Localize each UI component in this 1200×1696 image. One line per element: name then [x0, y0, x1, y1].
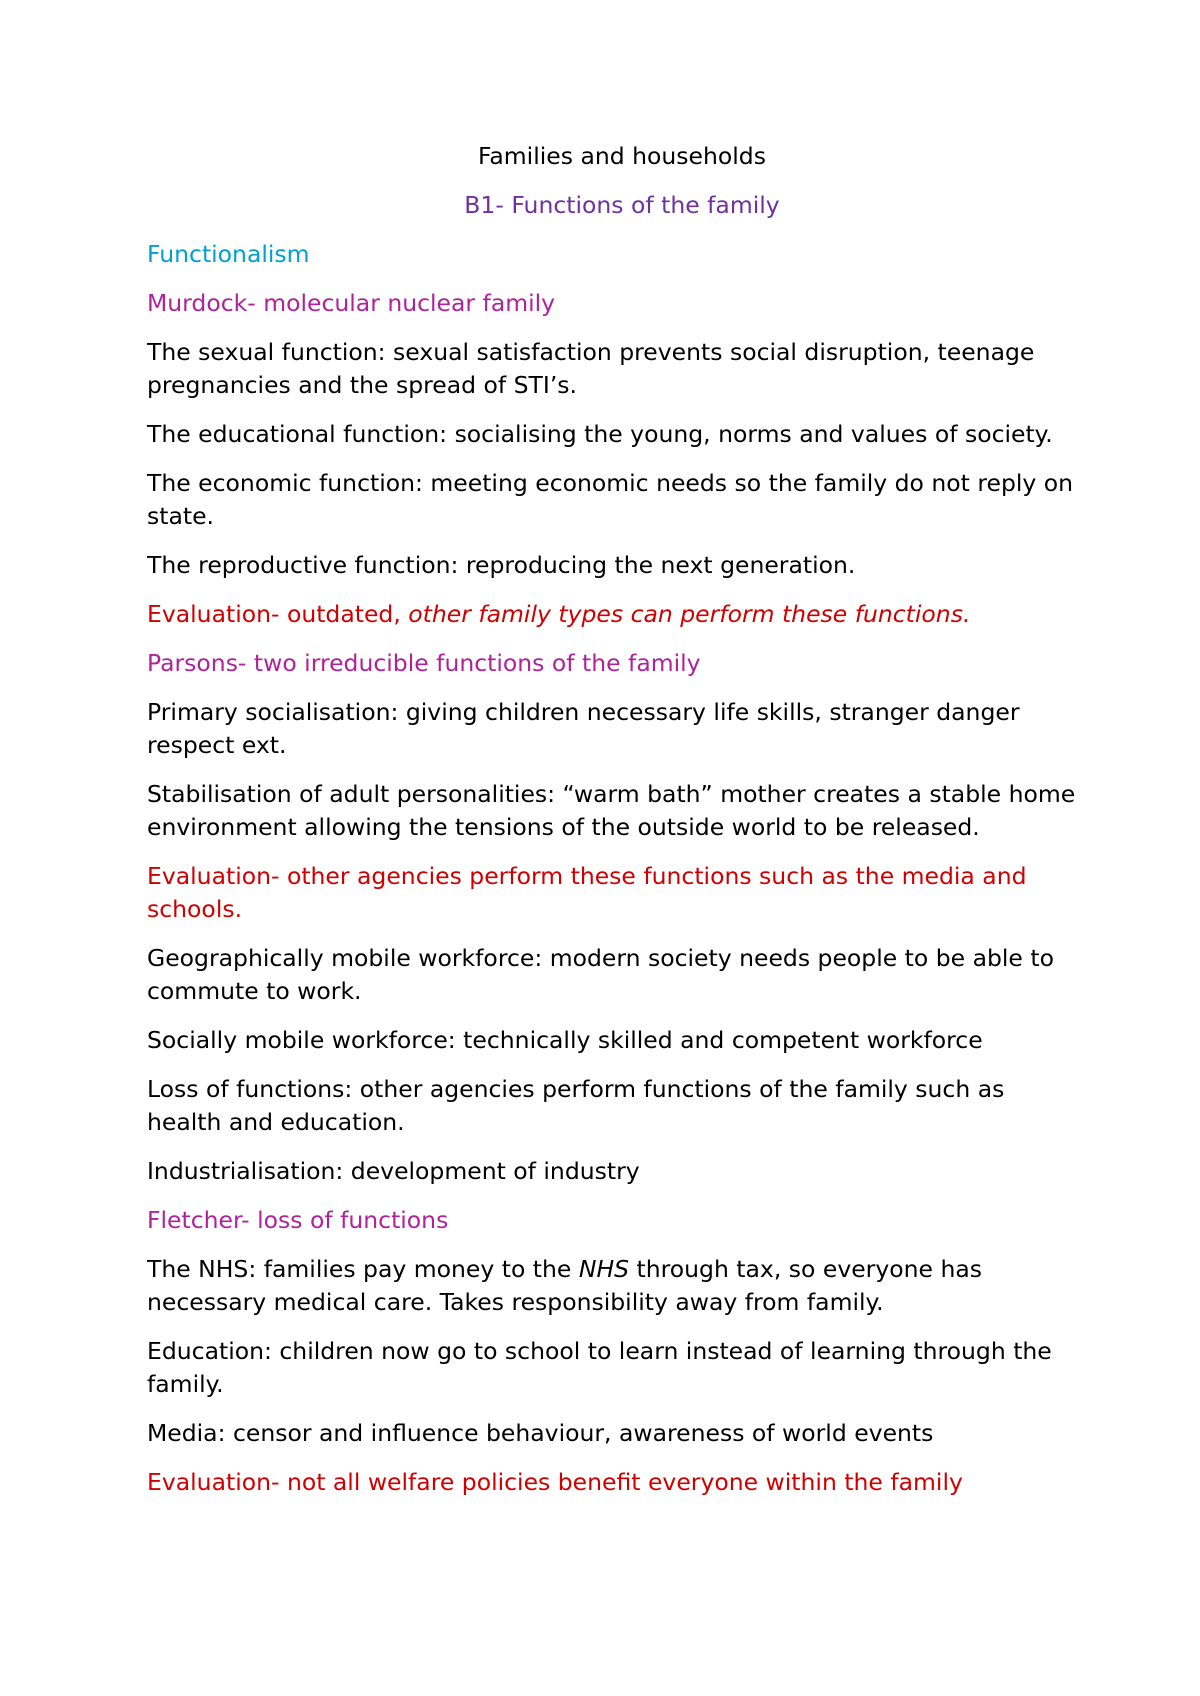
document-title: Families and households — [478, 142, 766, 170]
point-industrialisation: Industrialisation: development of industry — [147, 1157, 640, 1185]
point-loss-of-functions: Loss of functions: other agencies perform functions of the family such as health and education. — [147, 1075, 1005, 1136]
fletcher-heading: Fletcher- loss of functions — [147, 1206, 449, 1234]
murdock-point-sexual: The sexual function: sexual satisfaction prevents social disruption, teenage pregnancies and the spread of STI’s. — [147, 338, 1035, 399]
document-subtitle: B1- Functions of the family — [464, 191, 780, 219]
parsons-heading: Parsons- two irreducible functions of the family — [147, 649, 701, 677]
parsons-point-stabilisation: Stabilisation of adult personalities: “warm bath” mother creates a stable home environment allowing the tensions of the outside world to be released. — [147, 780, 1076, 841]
murdock-evaluation-italic: other family types can perform these functions. — [400, 600, 971, 628]
fletcher-evaluation: Evaluation- not all welfare policies benefit everyone within the family — [147, 1468, 963, 1496]
murdock-evaluation-lead: Evaluation- outdated, — [147, 600, 401, 628]
fletcher-point-media: Media: censor and influence behaviour, awareness of world events — [147, 1419, 934, 1447]
point-socially-mobile: Socially mobile workforce: technically skilled and competent workforce — [147, 1026, 983, 1054]
murdock-point-economic: The economic function: meeting economic needs so the family do not reply on state. — [147, 469, 1074, 530]
fletcher-point-nhs — [147, 1253, 1077, 1319]
murdock-heading: Murdock- molecular nuclear family — [147, 289, 556, 317]
document-page — [147, 140, 1077, 1515]
parsons-point-primary-socialisation: Primary socialisation: giving children necessary life skills, stranger danger respect ext. — [147, 698, 1020, 759]
section-heading-functionalism: Functionalism — [147, 240, 310, 268]
murdock-point-reproductive: The reproductive function: reproducing the next generation. — [147, 551, 856, 579]
point-geographically-mobile: Geographically mobile workforce: modern society needs people to be able to commute to work. — [147, 944, 1054, 1005]
nhs-text-italic: NHS — [578, 1255, 630, 1283]
murdock-point-educational: The educational function: socialising the young, norms and values of society. — [147, 420, 1053, 448]
parsons-evaluation: Evaluation- other agencies perform these functions such as the media and schools. — [147, 862, 1027, 923]
fletcher-point-education: Education: children now go to school to learn instead of learning through the family. — [147, 1337, 1052, 1398]
nhs-text-part1: The NHS: families pay money to the — [147, 1255, 579, 1283]
murdock-evaluation — [147, 598, 1077, 631]
nhs-text-part2: through tax, so everyone has necessary medical care. Takes responsibility away from family. — [147, 1255, 982, 1316]
